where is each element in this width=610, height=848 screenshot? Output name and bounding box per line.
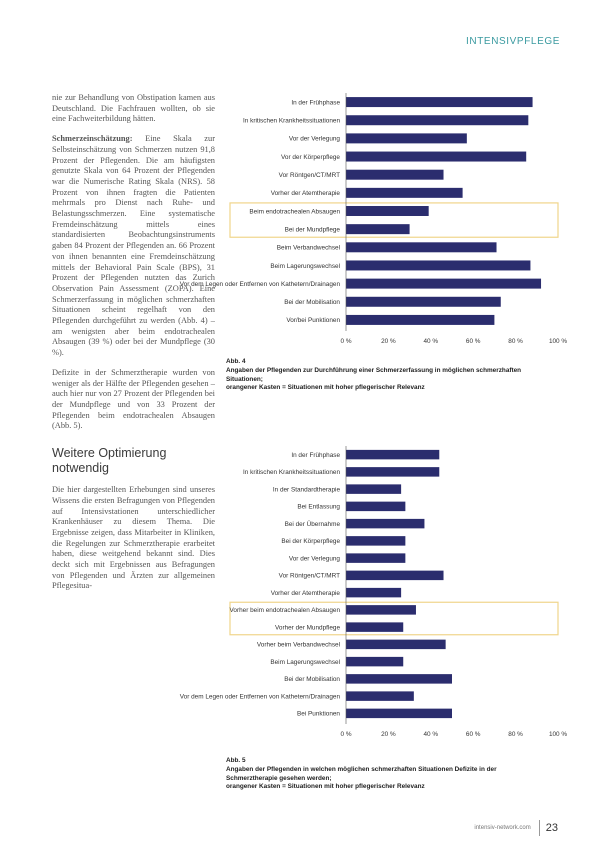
figure-5-label: Abb. 5 [226,757,246,764]
category-label: Vor Röntgen/CT/MRT [278,171,340,179]
bar [346,588,401,597]
category-label: Vor der Körperpflege [281,153,340,161]
category-label: Vorher beim Verbandwechsel [256,641,340,649]
category-label: Vor der Verlegung [288,555,340,563]
category-label: Vor dem Legen oder Entfernen von Kathetern/Drainagen [179,693,340,701]
x-tick-label: 80 % [508,338,523,345]
bar [346,691,414,700]
figure-5-caption [226,757,546,792]
bar [346,657,403,666]
figure-4-caption-note: orangener Kasten = Situationen mit hoher pflegerischer Relevanz [226,384,425,392]
bar [346,709,452,718]
category-label: Beim endotrachealen Absaugen [249,208,340,216]
bar [346,170,444,180]
figure-4-label: Abb. 4 [226,358,246,365]
bar [346,536,405,545]
x-tick-label: 80 % [508,731,523,738]
bar [346,97,533,107]
category-label: Bei der Körperpflege [281,538,340,546]
paragraph-4: Die hier dargestellten Erhebungen sind unseres Wissens die ersten Befragungen von Pflegenden auf Intensivstationen unterschiedlicher Krankenhäuser zu diesem Thema. Die Ergebnisse zeigen, dass Mitarbeiter in Kliniken, die Regelungen zur Schmerztherapie erarbeitet haben, diese weitgehend bekannt sind. Dies deckt sich mit Ergebnissen aus Befragungen von Pflegenden und Ärzten zur allgemeinen Pflegesitua- [52,485,215,591]
x-tick-label: 0 % [340,731,352,738]
x-tick-label: 40 % [423,338,439,345]
x-tick-label: 40 % [423,731,439,738]
bar [346,133,467,143]
category-label: Bei der Mobilisation [284,299,340,307]
bar [346,297,501,307]
figure-4-caption-text: Angaben der Pflegenden zur Durchführung einer Schmerzerfassung in möglichen schmerzhaften Situationen; [226,366,522,383]
category-label: Vor/bei Punktionen [286,317,340,325]
category-label: Bei der Mundpflege [284,226,340,234]
bar [346,484,401,493]
x-tick-label: 60 % [465,731,481,738]
bar [346,674,452,683]
bar [346,467,439,476]
footer-site: intensiv-network.com [474,825,531,831]
bar [346,622,403,631]
category-label: In kritischen Krankheitssituationen [243,117,340,125]
bar [346,571,444,580]
figure-5-caption-note: orangener Kasten = Situationen mit hoher pflegerischer Relevanz [226,783,425,791]
bar [346,152,526,162]
bar [346,519,424,528]
x-tick-label: 20 % [381,338,396,345]
bar [346,260,530,270]
bar [346,605,416,614]
figure-5-caption-text: Angaben der Pflegenden in welchen möglichen schmerzhaften Situationen Defizite in der Schmerztherapie gesehen werden; [226,765,497,782]
x-tick-label: 100 % [548,338,568,345]
category-label: Vor dem Legen oder Entfernen von Kathetern/Drainagen [179,280,340,288]
category-label: In der Standardtherapie [272,486,340,494]
bar [346,279,541,289]
bar [346,315,494,325]
x-tick-label: 20 % [381,731,396,738]
category-label: Vor der Verlegung [288,135,340,143]
paragraph-2-text: Eine Skala zur Selbsteinschätzung von Schmerzen nutzen 91,8 Prozent der Pflegenden. Die am häufigsten genutzte Skala von 64 Prozent der Pflegenden war die Numerische Rating Skala (NRS). 58 Prozent von ihnen fragten die Patienten mehrmals pro Dienst nach Ruhe- und Belastungsschmerzen. Eine systematische Fremdeinschätzung mittels eines standardisierten Beobachtungsinstruments gaben 84 Prozent der Pflegenden an. 66 Prozent von ihnen benannten eine Fremdeinschätzung mittels der Behavioral Pain Scale (BPS), 31 Prozent der Pflegenden nutzten das Zurich Observation Pain Assessment (ZOPA). Eine Schmerzerfassung in möglichen schmerzhaften Situationen scheint regelhaft von den Pflegenden durchgeführt zu werden (Abb. 4) – am wenigsten aber beim endotrachealen Absaugen (39 %) oder bei der Mundpflege (30 %). [52,134,215,358]
footer-divider [539,820,540,836]
bar [346,450,439,459]
category-label: Bei der Mobilisation [284,676,340,684]
category-label: Bei der Übernahme [284,520,340,528]
paragraph-2-lead: Schmerzeinschätzung: [52,134,133,144]
x-tick-label: 100 % [548,731,568,738]
bar [346,640,446,649]
category-label: Beim Lagerungswechsel [270,658,340,666]
paragraph-3: Defizite in der Schmerztherapie wurden von weniger als der Hälfte der Pflegenden gesehen – auch hier nur von 27 Prozent der Pflegenden bei der Mundpflege und von 33 Prozent der Pflegenden beim endotrachealen Absaugen (Abb. 5). [52,367,215,431]
bar [346,242,497,252]
bar [346,224,410,234]
bar [346,188,463,198]
figure-4-chart [179,93,573,353]
category-label: Beim Verbandwechsel [276,244,340,252]
category-label: Bei Punktionen [297,710,340,718]
figure-4-svg [179,93,573,353]
page-footer [474,820,558,836]
paragraph-2 [52,134,215,359]
figure-4-caption [226,358,546,393]
paragraph-1: nie zur Behandlung von Obstipation kamen aus Deutschland. Die Fachfrauen wollten, ob sie eine Fachweiterbildung hätten. [52,93,215,124]
category-label: In der Frühphase [291,99,340,107]
section-header: INTENSIVPFLEGE [466,36,560,47]
figure-5-chart [179,446,573,746]
bar [346,115,528,125]
category-label: In kritischen Krankheitssituationen [243,469,340,477]
x-tick-label: 60 % [465,338,481,345]
category-label: Bei Entlassung [297,503,340,511]
category-label: Vor Röntgen/CT/MRT [278,572,340,580]
figure-5-svg [179,446,573,746]
bar [346,553,405,562]
category-label: Vorher der Mundpflege [274,624,340,632]
x-tick-label: 0 % [340,338,352,345]
category-label: In der Frühphase [291,451,340,459]
page-number: 23 [545,821,558,834]
bar [346,206,429,216]
category-label: Beim Lagerungswechsel [270,262,340,270]
category-label: Vorher der Atemtherapie [270,589,340,597]
category-label: Vorher der Atemtherapie [270,190,340,198]
category-label: Vorher beim endotrachealen Absaugen [229,607,340,615]
section-heading: Weitere Optimierung notwendig [52,446,167,476]
body-text-column [52,93,215,601]
bar [346,502,405,511]
